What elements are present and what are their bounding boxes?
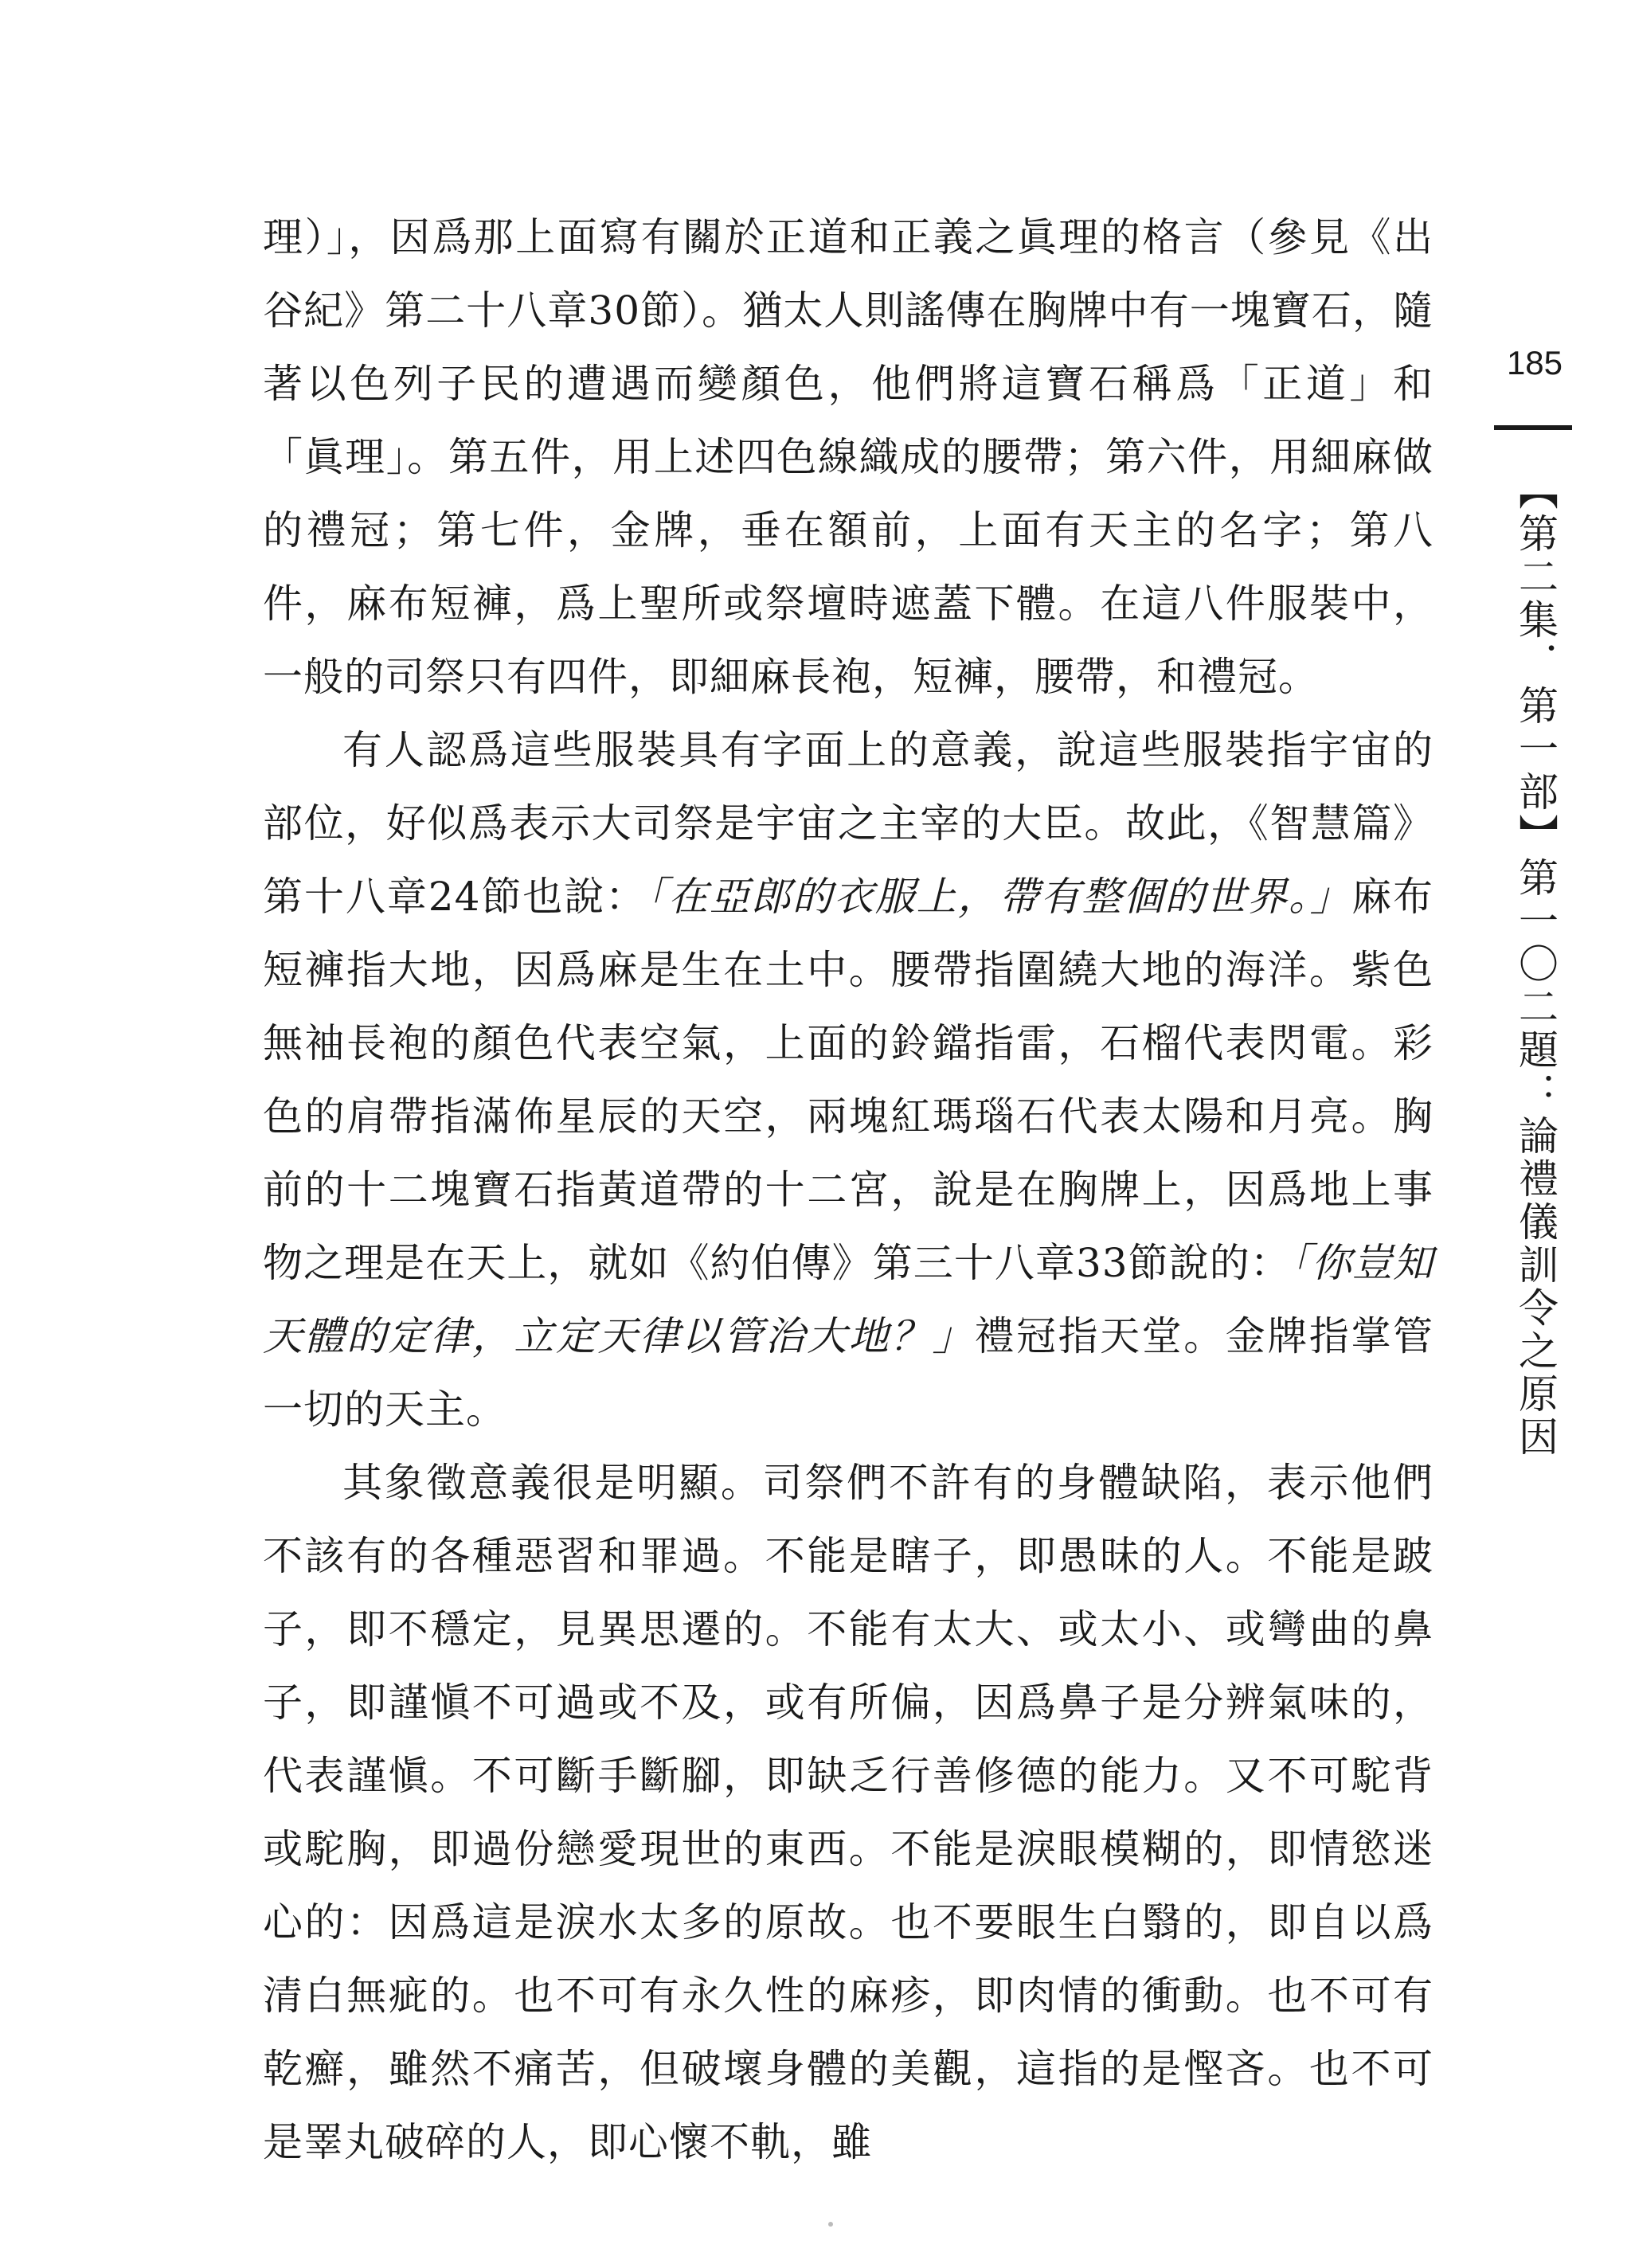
paragraph-symbolism-literal — [263, 714, 1433, 1446]
paragraph-middle: 麻布短褲指大地，因爲麻是生在土中。腰帶指圍繞大地的海洋。紫色無袖長袍的顏色代表空氣，上面的鈴鐺指雷，石榴代表閃電。彩色的肩帶指滿佈星辰的天空，兩塊紅瑪瑙石代表太陽和月亮。胸前的十二塊寶石指黃道帶的十二宮，說是在胸牌上，因爲地上事物之理是在天上，就如《約伯傳》第三十八章33節說的： — [263, 874, 1434, 1286]
quote-job: 「你豈知天體的定律，立定天律以管治大地？」 — [263, 1240, 1434, 1359]
header-rule — [1494, 425, 1572, 430]
paragraph-intro: 有人認爲這些服裝具有字面上的意義，說這些服裝指宇宙的部位，好似爲表示大司祭是宇宙之主宰的大臣。故此，《智慧篇》第十八章24節也說： — [263, 727, 1433, 920]
body-text — [263, 201, 1433, 2179]
page-number: 185 — [1506, 344, 1563, 381]
paragraph-end: 禮冠指天堂。金牌指掌管一切的天主。 — [263, 1313, 1434, 1433]
scan-speck — [828, 2222, 833, 2227]
paragraph-symbolic-meaning: 其象徵意義很是明顯。司祭們不許有的身體缺陷，表示他們不該有的各種惡習和罪過。不能是瞎子，即愚昧的人。不能是跛子，即不穩定，見異思遷的。不能有太大、或太小、或彎曲的鼻子，即謹愼不可過或不及，或有所偏，因爲鼻子是分辨氣味的，代表謹愼。不可斷手斷腳，即缺乏行善修德的能力。又不可駝背或駝胸，即過份戀愛現世的東西。不能是淚眼模糊的，即情慾迷心的：因爲這是淚水太多的原故。也不要眼生白翳的，即自以爲清白無疵的。也不可有永久性的麻疹，即肉情的衝動。也不可有乾癬，雖然不痛苦，但破壞身體的美觀，這指的是慳吝。也不可是睪丸破碎的人，即心懷不軌，雖 — [263, 1460, 1433, 2165]
quote-wisdom: 「在亞郎的衣服上，帶有整個的世界。」 — [647, 874, 1352, 920]
paragraph-continued: 理）」，因爲那上面寫有關於正道和正義之眞理的格言（參見《出谷紀》第二十八章30節）。猶太人則謠傳在胸牌中有一塊寶石，隨著以色列子民的遭遇而變顏色，他們將這寶石稱爲「正道」和「眞理」。第五件，用上述四色線織成的腰帶；第六件，用細麻做的禮冠；第七件，金牌，垂在額前，上面有天主的名字；第八件，麻布短褲，爲上聖所或祭壇時遮蓋下體。在這八件服裝中，一般的司祭只有四件，即細麻長袍，短褲，腰帶，和禮冠。 — [263, 214, 1433, 700]
running-header: 【第二集．第一部】第一〇二題：論禮儀訓令之原因 — [1512, 470, 1559, 1459]
